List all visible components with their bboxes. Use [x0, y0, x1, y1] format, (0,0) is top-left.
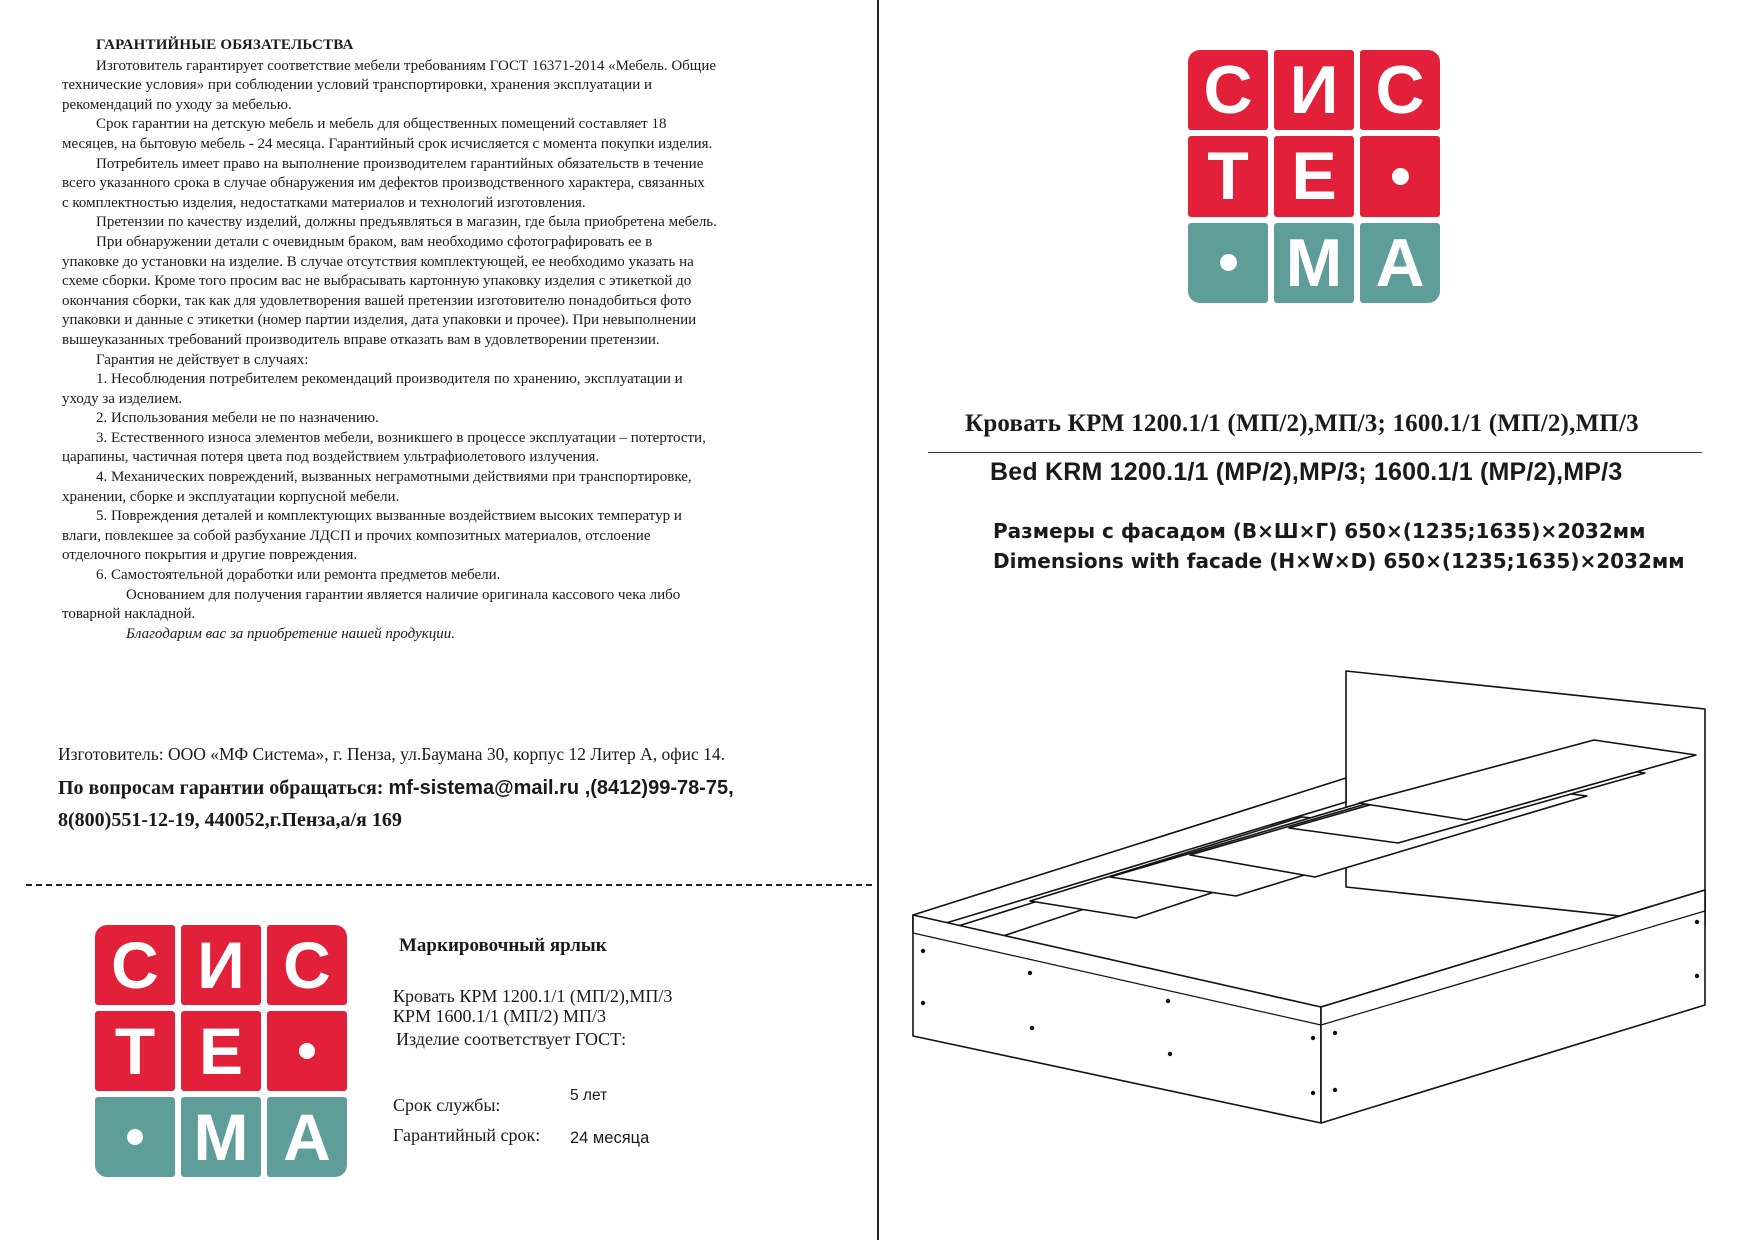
warranty-thanks: Благодарим вас за приобретение нашей продукции.	[126, 625, 455, 642]
page-fold-line	[877, 0, 879, 1240]
warranty-line: Потребитель имеет право на выполнение производителем гарантийных обязательств в течение	[96, 155, 704, 172]
logo-cell: И	[1274, 50, 1354, 130]
warranty-section	[62, 36, 837, 644]
dot-icon	[299, 1043, 315, 1059]
warranty-line: рекомендаций по уходу за мебелью.	[62, 96, 292, 113]
warranty-line: 3. Естественного износа элементов мебели, возникшего в процессе эксплуатации – потертости,	[96, 429, 706, 446]
dot-icon	[127, 1129, 143, 1145]
warranty-text	[62, 57, 837, 625]
warranty-line: схеме сборки. Кроме того просим вас не выбрасывать картонную упаковку изделия с этикеткой до	[62, 273, 692, 290]
warranty-line: 1. Несоблюдения потребителем рекомендаций производителя по хранению, эксплуатации и	[96, 371, 683, 388]
logo-cell: М	[1274, 223, 1354, 303]
warranty-line: При обнаружении детали с очевидным браком, вам необходимо сфотографировать ее в	[96, 233, 653, 250]
logo-cell: Т	[95, 1011, 175, 1091]
contact-phone-address: 8(800)551-12-19, 440052,г.Пенза,а/я 169	[58, 809, 402, 831]
warranty-line: вышеуказанных требований производитель вправе отказать вам в удовлетворении претензии.	[62, 331, 660, 348]
logo-cell: А	[1360, 223, 1440, 303]
dot-icon	[1220, 254, 1237, 271]
warranty-line: Претензии по качеству изделий, должны предъявляться в магазин, где была приобретена мебель.	[96, 214, 717, 231]
warranty-line: царапины, частичная потеря цвета под воздействием ультрафиолетового излучения.	[62, 449, 600, 466]
label-product-line1: Кровать КРМ 1200.1/1 (МП/2),МП/3	[393, 986, 673, 1006]
logo-cell: А	[267, 1097, 347, 1177]
contact-email-phone: mf-sistema@mail.ru ,(8412)99-78-75,	[388, 777, 734, 799]
cut-line	[26, 884, 872, 886]
product-title-en: Bed KRM 1200.1/1 (MP/2),MP/3; 1600.1/1 (MP/2),MP/3	[990, 458, 1623, 486]
warranty-line: 2. Использования мебели не по назначению.	[96, 410, 379, 427]
warranty-period-label: Гарантийный срок:	[393, 1125, 541, 1145]
warranty-line: Основанием для получения гарантии является наличие оригинала кассового чека либо	[126, 586, 681, 603]
warranty-line: 6. Самостоятельной доработки или ремонта предметов мебели.	[96, 567, 501, 584]
logo-cell: С	[1188, 50, 1268, 130]
warranty-line: уходу за изделием.	[62, 390, 183, 407]
dimensions-ru: Размеры с фасадом (В×Ш×Г) 650×(1235;1635)×2032мм	[993, 519, 1646, 543]
warranty-line: упаковке до установки на изделие. В случае отсутствия комплектующей, ее необходимо указать на	[62, 253, 694, 270]
label-product	[393, 986, 672, 1049]
warranty-line: влаги, повлекшее за собой разбухание ЛДСП и прочих композитных материалов, отслоение	[62, 527, 651, 544]
dimensions-en: Dimensions with facade (H×W×D) 650×(1235;1635)×2032мм	[993, 549, 1685, 573]
warranty-line: Изготовитель гарантирует соответствие мебели требованиям ГОСТ 16371-2014 «Мебель. Общие	[96, 57, 717, 74]
warranty-line: 4. Механических повреждений, вызванных неграмотными действиями при транспортировке,	[96, 469, 692, 486]
bed-illustration	[905, 665, 1715, 1140]
warranty-line: месяцев, на бытовую мебель - 24 месяца. Гарантийный срок исчисляется с момента покупки изделия.	[62, 135, 713, 152]
logo-cell: И	[181, 925, 261, 1005]
label-gost: Изделие соответствует ГОСТ:	[396, 1029, 627, 1049]
warranty-line: Гарантия не действует в случаях:	[96, 351, 309, 368]
sistema-logo	[1188, 50, 1440, 303]
warranty-line: хранении, сборке и эксплуатации корпусной мебели.	[62, 488, 400, 505]
logo-cell: Е	[1274, 136, 1354, 216]
warranty-line: всего указанного срока в случае обнаружения им дефектов производственного характера, связанных	[62, 175, 705, 192]
sistema-logo-label	[95, 925, 347, 1177]
warranty-line: 5. Повреждения деталей и комплектующих вызванные воздействием высоких температур и	[96, 508, 682, 525]
product-title-ru: Кровать КРМ 1200.1/1 (МП/2),МП/3; 1600.1/1 (МП/2),МП/3	[965, 410, 1639, 437]
warranty-line: с комплектностью изделия, недостатками материалов и технологий изготовления.	[62, 194, 586, 211]
warranty-line: технические условия» при соблюдении условий транспортировки, хранения эксплуатации и	[62, 77, 653, 94]
logo-dot-cell	[95, 1097, 175, 1177]
logo-cell: Е	[181, 1011, 261, 1091]
label-product-line2: КРМ 1600.1/1 (МП/2) МП/3	[393, 1006, 607, 1026]
warranty-line: упаковки и данные с этикетки (номер партии изделия, дата упаковки и прочее). При невыполнении	[62, 312, 697, 329]
logo-dot-cell	[1360, 136, 1440, 216]
warranty-line: отделочного покрытия и другие повреждения.	[62, 547, 358, 564]
logo-dot-cell	[267, 1011, 347, 1091]
logo-cell: С	[95, 925, 175, 1005]
warranty-line: товарной накладной.	[62, 606, 196, 623]
warranty-title: ГАРАНТИЙНЫЕ ОБЯЗАТЕЛЬСТВА	[96, 37, 354, 53]
label-title: Маркировочный ярлык	[399, 935, 607, 956]
bed-side-rail-face	[1321, 890, 1705, 1123]
logo-cell: С	[1360, 50, 1440, 130]
logo-dot-cell	[1188, 223, 1268, 303]
warranty-line: Срок гарантии на детскую мебель и мебель для общественных помещений составляет 18	[96, 116, 667, 133]
warranty-contact	[58, 772, 858, 836]
contact-lead: По вопросам гарантии обращаться:	[58, 777, 384, 799]
logo-cell: С	[267, 925, 347, 1005]
logo-cell: М	[181, 1097, 261, 1177]
logo-cell: Т	[1188, 136, 1268, 216]
title-divider	[928, 452, 1702, 453]
dot-icon	[1392, 168, 1409, 185]
warranty-line: окончания сборки, так как для удовлетворения вашей претензии изготовителю понадобиться фото	[62, 292, 692, 309]
service-life-label: Срок службы:	[393, 1095, 501, 1115]
warranty-period-value: 24 месяца	[570, 1129, 650, 1147]
manufacturer-line: Изготовитель: ООО «МФ Система», г. Пенза, ул.Баумана 30, корпус 12 Литер А, офис 14.	[58, 744, 726, 764]
service-life-value: 5 лет	[570, 1087, 608, 1104]
